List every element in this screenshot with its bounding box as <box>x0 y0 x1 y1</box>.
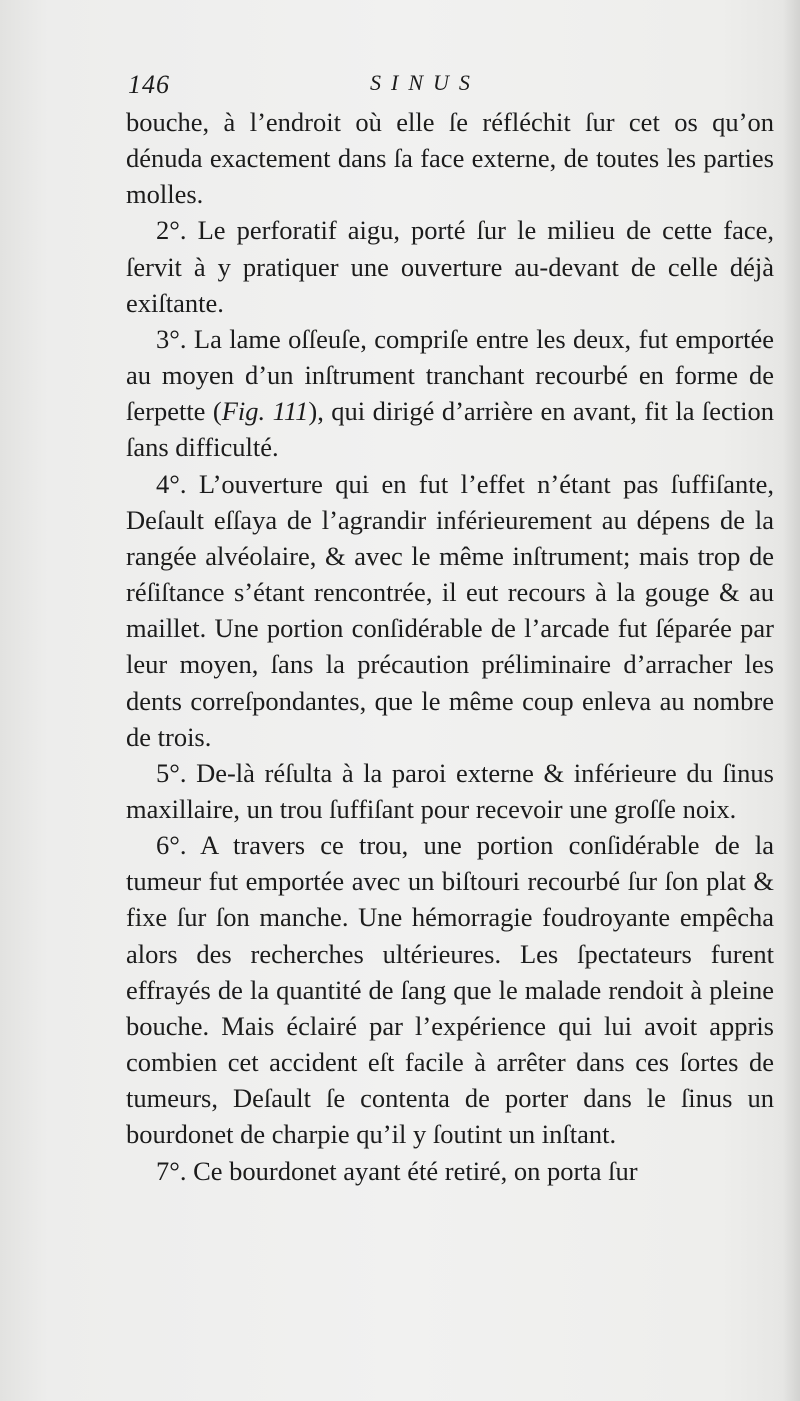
item-number: 5°. <box>156 757 187 788</box>
paragraph-text: L’ouverture qui en fut l’effet n’étant pas ſuffiſante, Deſault eſſaya de l’agrandir inférieurement au dépens de la rangée alvéolaire, & avec le même inſtrument; mais trop de réſiſtance s’étant rencontrée, il eut recours à la gouge & au maillet. Une portion conſidérable de l’arcade fut ſéparée par leur moyen, ſans la précaution préliminaire d’arracher les dents correſpondantes, que le même coup enleva au nombre de trois. <box>126 468 774 752</box>
paragraph-item-6 <box>126 827 774 1152</box>
item-number: 6°. <box>156 830 187 861</box>
paragraph-text: Le perforatif aigu, porté ſur le milieu de cette face, ſervit à y pratiquer une ouverture au-devant de celle déjà exiſtante. <box>126 215 774 318</box>
body-text <box>126 104 774 1189</box>
paragraph-text: ), qui dirigé d’arrière en avant, fit la ſection ſans difficulté. <box>126 396 774 463</box>
figure-reference: Fig. 111 <box>221 396 309 427</box>
running-head: SINUS <box>370 70 480 95</box>
paragraph-item-7 <box>126 1153 774 1189</box>
paragraph-text: A travers ce trou, une portion conſidérable de la tumeur fut emportée avec un biſtouri recourbé ſur ſon plat & fixe ſur ſon manche. Une hémorragie foudroyante empêcha alors des recherches ultérieures. Les ſpectateurs furent effrayés de la quantité de ſang que le malade rendoit à pleine bouche. Mais éclairé par l’expérience qui lui avoit appris combien cet accident eſt facile à arrêter dans ces ſortes de tumeurs, Deſault ſe contenta de porter dans le ſinus un bourdonet de charpie qu’il y ſoutint un inſtant. <box>126 830 774 1150</box>
page-number: 146 <box>128 70 170 99</box>
paragraph-text: Ce bourdonet ayant été retiré, on porta ſur <box>186 1155 638 1186</box>
item-number: 4°. <box>156 468 187 499</box>
paragraph-item-2 <box>126 212 774 320</box>
item-number: 2°. <box>156 215 187 246</box>
item-number: 7°. <box>156 1155 187 1186</box>
paragraph-item-3 <box>126 321 774 466</box>
paragraph-item-4 <box>126 466 774 755</box>
item-number: 3°. <box>156 323 187 354</box>
paragraph-text: La lame oſſeuſe, compriſe entre les deux, fut emportée au moyen d’un inſtrument tranchant recourbé en forme de ſerpette ( <box>126 323 774 427</box>
paragraph-text: De-là réſulta à la paroi externe & inférieure du ſinus maxillaire, un trou ſuffiſant pour recevoir une groſſe noix. <box>126 757 774 824</box>
paragraph-continuation <box>126 104 774 212</box>
paragraph-item-5 <box>126 755 774 827</box>
paragraph-text: bouche, à l’endroit où elle ſe réfléchit ſur cet os qu’on dénuda exactement dans ſa face externe, de toutes les parties molles. <box>126 107 774 210</box>
page-header <box>0 70 800 104</box>
page-edge-shadow <box>782 0 800 1401</box>
